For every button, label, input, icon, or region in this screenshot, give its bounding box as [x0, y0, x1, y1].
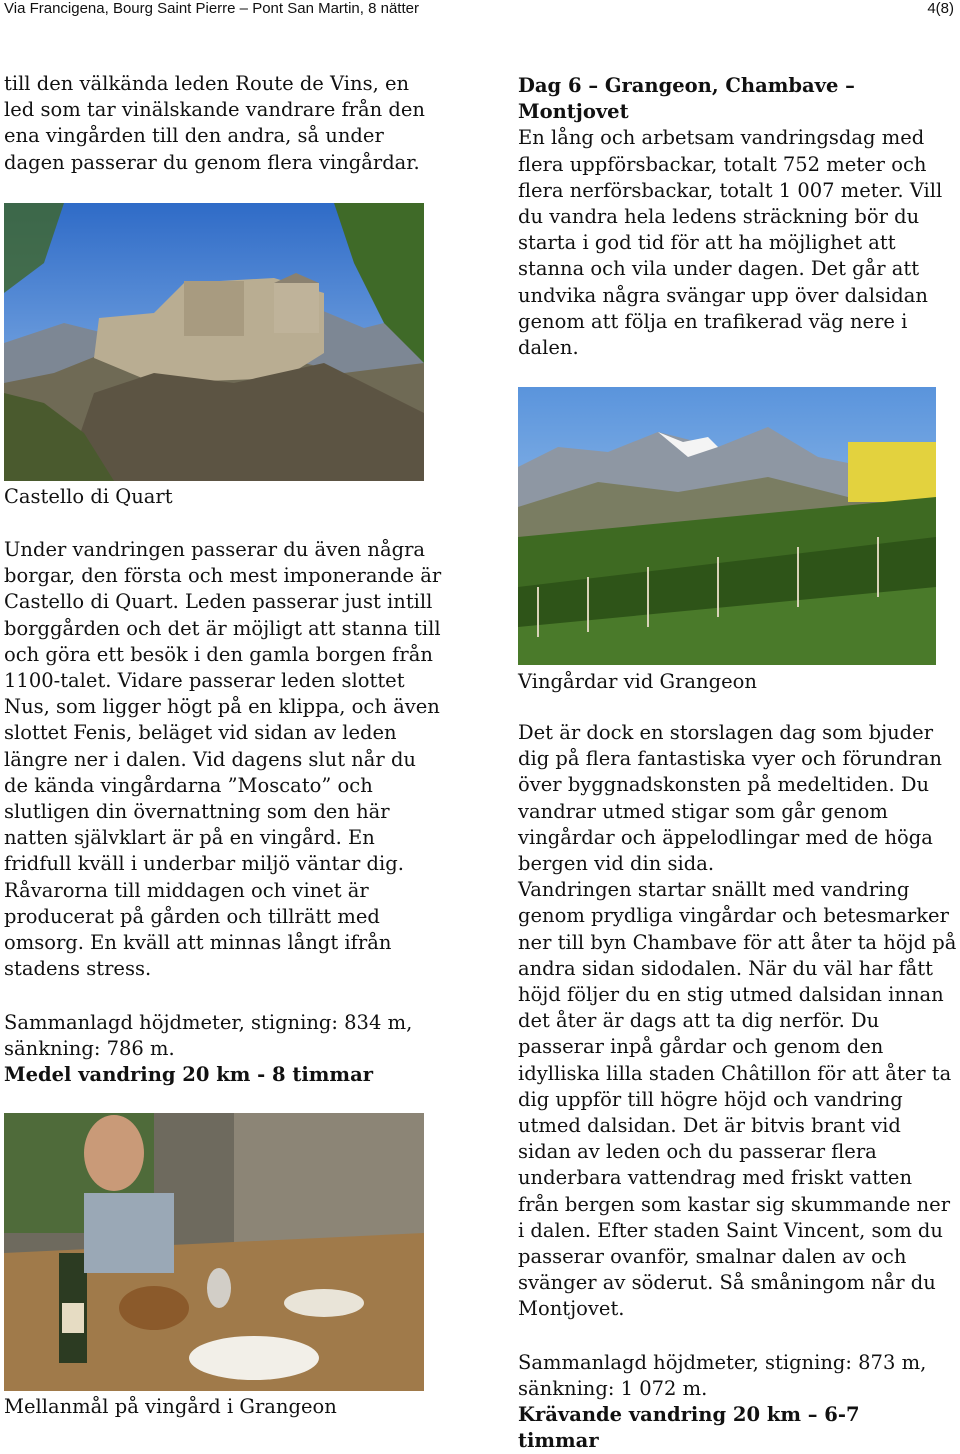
intro-paragraph: till den välkända leden Route de Vins, en led som tar vinälskande vandrare från den ena vingården till den andra, så under dagen passerar du genom flera vingårdar. [4, 72, 425, 174]
day6-title: Dag 6 – Grangeon, Chambave – Montjovet [518, 74, 855, 124]
picnic-caption: Mellanmål på vingård i Grangeon [4, 1395, 337, 1418]
left-grade: Medel vandring 20 km - 8 timmar [4, 1063, 373, 1086]
left-stats: Sammanlagd höjdmeter, stigning: 834 m, sänkning: 786 m. [4, 1011, 413, 1061]
vineyard-photo [518, 387, 936, 665]
right-stats: Sammanlagd höjdmeter, stigning: 873 m, sänkning: 1 072 m. [518, 1351, 927, 1401]
right-paragraph-1: Det är dock en storslagen dag som bjuder dig på flera fantastiska vyer och förundran över byggnadskonsten på medeltiden. Du vandrar utmed stigar som går genom vingårdar och äppelodlingar med de höga bergen vid din sida. [518, 721, 942, 876]
picnic-photo [4, 1113, 424, 1391]
right-paragraph-2: Vandringen startar snällt med vandring genom prydliga vingårdar och betesmarker ner till byn Chambave för att åter ta höjd på andra sidan sidodalen. När du väl har fått höjd följer du en stig utmed dalsidan innan det åter är dags att ta dig nerför. Du passerar inpå gårdar och genom den idylliska lilla staden Châtillon för att åter ta dig uppför till högre höjd och vandring utmed dalsidan. Det är bitvis brant vid sidan av leden och du passerar flera underbara vattendrag med friskt vatten från bergen som kastar sig skummande ner i dalen. Efter staden Saint Vincent, som du passerar ovanför, smalnar dalen av och svänger av söderut. Så småningom når du Montjovet. [518, 878, 957, 1321]
castle-paragraph: Under vandringen passerar du även några borgar, den första och mest imponerande är Castello di Quart. Leden passerar just intill borggården och det är möjligt att stanna till och göra ett besök i den gamla borgen från 1100-talet. Vidare passerar leden slottet Nus, som ligger högt på en klippa, och även slottet Fenis, beläget vid sidan av leden längre ner i dalen. Vid dagens slut når du de kända vingårdarna ”Moscato” och slutligen din övernattning som den här natten självklart är på en vingård. En fridfull kväll i underbar miljö väntar dig. Råvarorna till middagen och vinet är producerat på gården och tillrätt med omsorg. En kväll att minnas långt ifrån stadens stress. [4, 538, 442, 981]
right-body [518, 720, 958, 1323]
castle-photo [4, 203, 424, 481]
document-title: Via Francigena, Bourg Saint Pierre – Pont San Martin, 8 nätter [4, 0, 419, 17]
castle-caption: Castello di Quart [4, 485, 173, 508]
page-number: 4(8) [927, 0, 954, 17]
page-header [4, 0, 954, 22]
vineyard-caption: Vingårdar vid Grangeon [518, 670, 757, 693]
day6-intro: En lång och arbetsam vandringsdag med flera uppförsbackar, totalt 752 meter och flera nerförsbackar, totalt 1 007 meter. Vill du vandra hela ledens sträckning bör du starta i god tid för att ha möjlighet att stanna och vila under dagen. Det går att undvika några svängar upp över dalsidan genom att följa en trafikerad väg nere i dalen. [518, 126, 943, 360]
right-grade: Krävande vandring 20 km – 6-7 timmar [518, 1403, 860, 1453]
day6-block [518, 73, 956, 361]
